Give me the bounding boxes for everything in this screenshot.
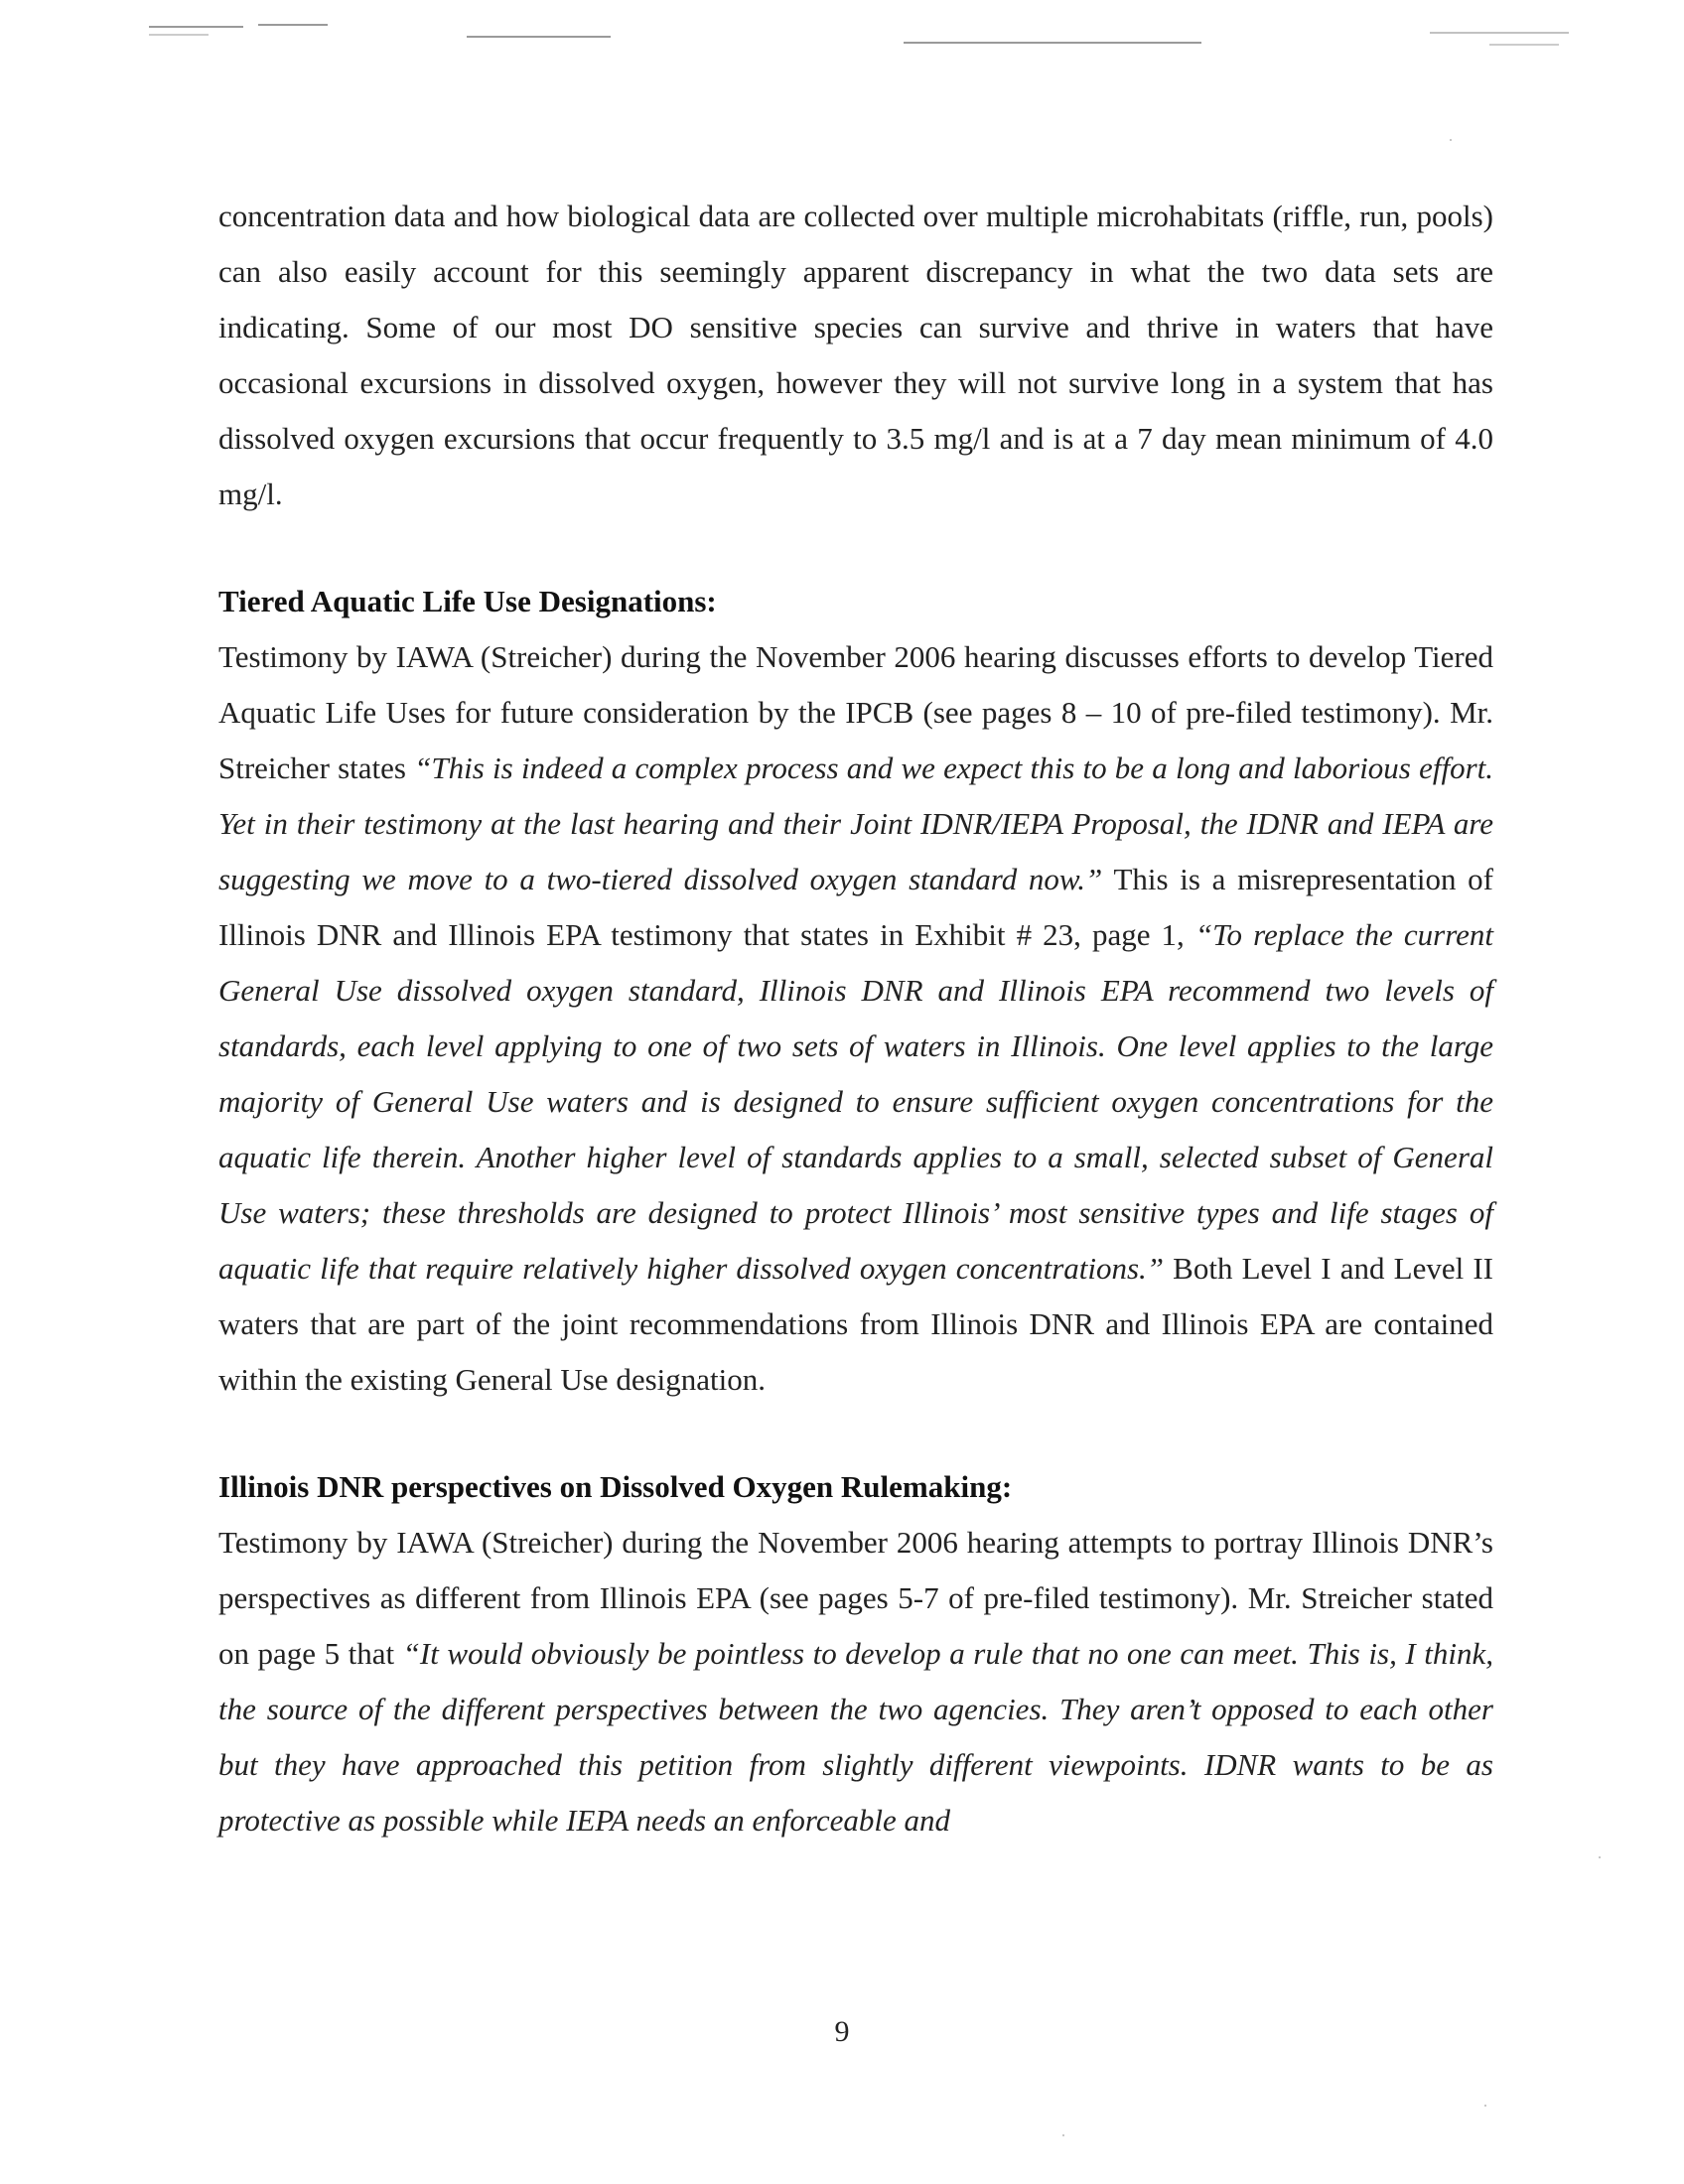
perspectives-paragraph <box>218 1515 1493 1848</box>
perspectives-section-heading: Illinois DNR perspectives on Dissolved Oxygen Rulemaking: <box>218 1469 1013 1504</box>
fax-header-noise <box>149 10 1569 60</box>
tiered-section-heading: Tiered Aquatic Life Use Designations: <box>218 584 717 618</box>
page-number: 9 <box>834 2015 850 2048</box>
perspectives-text-1: Testimony by IAWA (Streicher) during the November 2006 hearing attempts to portray Illinois DNR’s perspectives as different from Illinois EPA (see pages 5-7 of pre-filed testimony). Mr. Streicher stated on page 5 that <box>218 1525 1493 1671</box>
scan-speck <box>1062 2134 1064 2136</box>
tiered-text-2: This is a misrepresentation of Illinois DNR and Illinois EPA testimony that states in Exhibit # 23, page 1, <box>218 862 1494 952</box>
document-body <box>218 189 1493 1848</box>
perspectives-quote-1: “It would obviously be pointless to develop a rule that no one can meet. This is, I think, the source of the different perspectives between the two agencies. They aren’t opposed to each other but they have approached this petition from slightly different viewpoints. IDNR wants to be as protective as possible while IEPA needs an enforceable and <box>218 1636 1493 1838</box>
section-gap <box>218 522 1493 574</box>
tiered-quote-1: “This is indeed a complex process and we expect this to be a long and laborious effort. Yet in their testimony at the last hearing and their Joint IDNR/IEPA Proposal, the IDNR and IEPA are suggesting we move to a two-tiered dissolved oxygen standard now.” <box>218 751 1493 896</box>
section-gap <box>218 1408 1493 1459</box>
tiered-paragraph <box>218 629 1493 1408</box>
scan-speck <box>1484 2105 1486 2107</box>
intro-paragraph: concentration data and how biological data are collected over multiple microhabitats (riffle, run, pools) can also easily account for this seemingly apparent discrepancy in what the two data sets are indicating. Some of our most DO sensitive species can survive and thrive in waters that have occasional excursions in dissolved oxygen, however they will not survive long in a system that has dissolved oxygen excursions that occur frequently to 3.5 mg/l and is at a 7 day mean minimum of 4.0 mg/l. <box>218 199 1493 511</box>
tiered-text-3: Both Level I and Level II waters that are part of the joint recommendations from Illinois DNR and Illinois EPA are contained within the existing General Use designation. <box>218 1251 1493 1397</box>
scan-speck <box>1450 139 1452 141</box>
tiered-text-1: Testimony by IAWA (Streicher) during the November 2006 hearing discusses efforts to develop Tiered Aquatic Life Uses for future consideration by the IPCB (see pages 8 – 10 of pre-filed testimony). Mr. Streicher states <box>218 639 1493 785</box>
scan-speck <box>1599 1856 1601 1858</box>
tiered-quote-2: “To replace the current General Use dissolved oxygen standard, Illinois DNR and Illinois EPA recommend two levels of standards, each level applying to one of two sets of waters in Illinois. One level applies to the large majority of General Use waters and is designed to ensure sufficient oxygen concentrations for the aquatic life therein. Another higher level of standards applies to a small, selected subset of General Use waters; these thresholds are designed to protect Illinois’ most sensitive types and life stages of aquatic life that require relatively higher dissolved oxygen concentrations.” <box>218 917 1493 1286</box>
